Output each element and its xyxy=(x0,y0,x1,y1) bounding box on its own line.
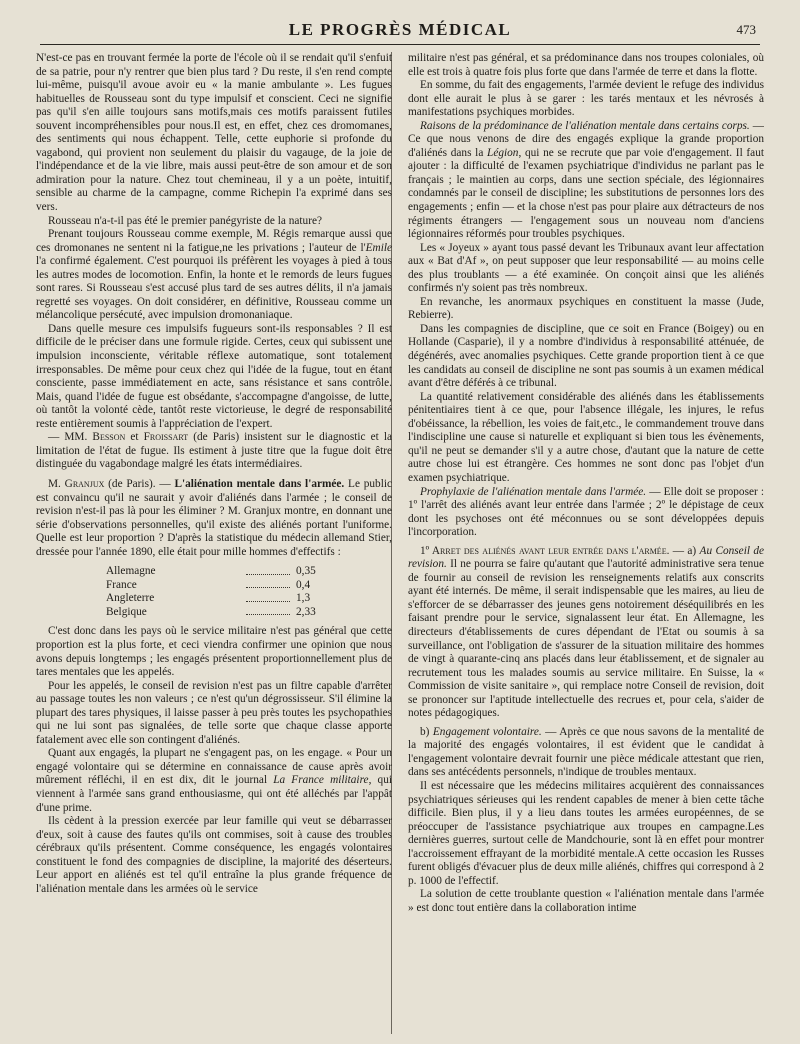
country-cell: Allemagne xyxy=(106,565,156,578)
paragraph: Dans quelle mesure ces impulsifs fugueurs sont-ils responsables ? Il est difficile de le préciser dans une formule rigide. Certes, ceux qui subissent une impulsion inconsciente, véritable réflexe automatique, sont totalement irresponsables. De même pour ceux chez qui l'idée de la fugue, tout en étant consciente, passe immédiatement en acte, sans résistance et sans contrôle. Mais, quand l'idée de fugue est obsédante, s'accompagne d'angoisse, de lutte, où tantôt la volonté cède, tantôt reste victorieuse, le degré de responsabilité reste entièrement soumis à l'appréciation de l'expert. xyxy=(36,322,392,430)
left-column xyxy=(36,52,392,1036)
value-cell: 0,4 xyxy=(296,578,311,591)
text-run: — Après ce que nous savons de la mentalité de la majorité des engagés volontaires, il est évident que le candidat à l'engagement volontaire devrait fournir une pièce médicale attestant que rien, dans ses antécédents personnels, n'indique de troubles mentaux. xyxy=(408,725,764,779)
paragraph: Rousseau n'a-t-il pas été le premier panégyriste de la nature? xyxy=(48,214,322,227)
paragraph: La solution de cette troublante question « l'aliénation mentale dans l'armée » est donc tout entière dans la collaboration intime xyxy=(408,888,764,914)
paragraph xyxy=(408,726,764,780)
paragraph xyxy=(408,120,764,242)
country-cell: Angleterre xyxy=(106,592,155,605)
paragraph: Dans les compagnies de discipline, que ce soit en France (Boigey) ou en Hollande (Casparie), il y a nombre d'individus à responsabilité atténuée, de dégénérés, avec anomalies psychiques. Cette grande proportion tient à ce que les candidats au conseil de discipline ne sont pas soumis à un examen médical avant d'être déférés à ce tribunal. xyxy=(408,322,764,390)
author-name: M. Granjux xyxy=(48,477,105,490)
text-run: Le public est convaincu qu'il ne saurait y avoir d'aliénés dans l'armée ; le conseil de revision n'est-il pas là pour les éliminer ? M. Granjux montre, en donnant une série d'observations personnelles, qu'il existe des aliénés portant l'uniforme. Quelle est leur proportion ? D'après la statistique du médecin allemand Stier, dressée pour l'année 1890, elle était pour mille hommes d'effectifs : xyxy=(36,477,392,558)
leader-dots xyxy=(246,565,290,575)
table-row xyxy=(106,606,336,620)
text-run: Il ne pourra se faire qu'autant que l'autorité administrative sera tenue de fournir au conseil de revision les renseignements relatifs aux conscrits ayant été internés. De même, il serait indispensable que les maires, au lieu de s'efforcer de se débarrasser des jeunes gens notoirement déséquilibrés en les faisant prendre pour le service, signalassent leur état. En Allemagne, les directeurs d'établissements de cures dépendant de l'Etat ou soumis à sa surveillance, ont l'obligation de s'assurer de la situation militaire des hommes de vingt à quarante-cinq ans placés dans leur établissement, et de signaler au recrutement tous les malades soumis au service militaire. En Suisse, la « Commission de visite sanitaire », qui remplace notre Conseil de revision, doit se prononcer sur l'aptitude intellectuelle des recrues et, pour cela, s'aider de notes pédagogiques. xyxy=(408,558,764,720)
paragraph xyxy=(408,545,764,721)
right-column xyxy=(408,52,764,1036)
value-cell: 1,3 xyxy=(296,592,311,605)
paragraph: Il est nécessaire que les médecins militaires acquièrent des connaissances psychiatriques sérieuses qui les rendent capables de mener à bien cette tâche difficile. Bien plus, il y a lieu dans toutes les armées européennes, de se préoccuper de l'assistance psychiatrique aux troupes en campagne.Les dernières guerres, surtout celle de Mandchourie, sont là en effet pour montrer l'accroissement effrayant de la morbidité mentale.A cette occasion les Russes furent obligés d'évacuer plus de deux mille aliénés, chiffres qui correspond à 2 p. 1000 de l'effectif. xyxy=(408,779,764,887)
paragraph: En revanche, les anormaux psychiques en constituent la masse (Jude, Rebierre). xyxy=(408,295,764,322)
text-run: — MM. xyxy=(48,431,93,444)
table-row xyxy=(106,565,336,579)
text-run: , qui viennent à l'armée sans grand enthousiasme, qui ont été alléchés par l'appât d'une prime. xyxy=(36,774,392,814)
paragraph: La quantité relativement considérable des aliénés dans les établissements pénitentiaires tient à ce que, pour l'absence illégale, les injures, le refus d'obéissance, la rébellion, les voies de fait,etc., le commandement trouve dans l'indiscipline une cause si naturelle et expliquant si bien tous les évènements, qu'il ne peut se demander s'il y a autre chose, d'autant que la nature de cette autre chose lui est étrangère. Ces hommes ne sont donc pas l'objet d'un examen psychiatrique. xyxy=(408,390,764,484)
text-run: l'a confirmé également. C'est pourquoi ils préfèrent les voyages à pied à tous les autres modes de locomotion. Enfin, la honte et le remords de leurs fugues sont rares. Si Rousseau s'est accusé plus tard de ses autres délits, il n'a jamais regretté ses voyages. On doit considérer, en définitive, Rousseau comme un mélancolique persécuté, avec impulsion dromonaniaque. xyxy=(36,255,392,322)
paragraph xyxy=(408,486,764,540)
text-run: (de Paris) insistent sur le diagnostic et la limitation de l'état de fugue. Ils estiment à juste titre que la fugue doit être distinguée du vagabondage malgré les états intermédiaires. xyxy=(36,431,392,471)
book-title: Emile xyxy=(365,241,392,254)
section-heading: Prophylaxie de l'aliénation mentale dans l'armée. xyxy=(420,485,647,498)
text-run: b) xyxy=(420,725,433,738)
text-run: et xyxy=(125,431,144,444)
text-run: Quant aux engagés, la plupart ne s'engagent pas, on les engage. « Pour un engagé volontaire qui se détermine en connaissance de cause après avoir mûrement réfléchi, il en est dix, dit le journal xyxy=(36,747,392,787)
text-columns xyxy=(36,52,764,1036)
paragraph: Pour les appelés, le conseil de revision n'est pas un filtre capable d'arrêter au passage toutes les non valeurs ; ce n'est qu'un dégrossisseur. S'il élimine la plupart des tares physiques, il laisse passer à peu près toutes les psychopathies qui ne lui sont pas signalées, de telle sorte que chaque classe apporte fatalement avec elle son contingent d'aliénés. xyxy=(36,679,392,746)
section-title: L'aliénation mentale dans l'armée. xyxy=(174,477,345,490)
leader-dots xyxy=(246,592,290,602)
value-cell: 2,33 xyxy=(296,605,316,618)
journal-title: La France militaire xyxy=(273,774,369,787)
section-heading: Raisons de la prédominance de l'aliénation mentale dans certains corps. xyxy=(420,119,750,132)
statistics-table xyxy=(106,565,392,619)
paragraph xyxy=(36,747,392,815)
paragraph xyxy=(36,431,392,472)
paragraph: militaire n'est pas général, et sa prédominance dans nos troupes coloniales, où elle est trois à quatre fois plus forte que dans l'armée de terre et dans la flotte. xyxy=(408,52,764,78)
text-run: — a) xyxy=(669,544,700,557)
section-heading: 1º Arret des aliénés avant leur entrée dans l'armée. xyxy=(420,544,670,557)
leader-dots xyxy=(246,606,290,616)
paragraph: N'est-ce pas en trouvant fermée la porte de l'école où il se rendait qu'il s'enfuit de sa patrie, pour n'y rentrer que bien plus tard ? Du reste, il s'en rend compte lui-même, puisqu'il avoue avoir eu « la manie ambulante ». Les fugues habituelles de Rousseau sont du type impulsif et conscient. Ceci ne signifie pas qu'il s'en aille toujours sans motifs,mais ces motifs paraissent futiles souvent incompréhensibles pour nous.Il est, en effet, chez ces dromomanes, des sentiments qui nous échappent. Telle, cette euphorie si profonde du vagabond, qui provient non seulement du plaisir du vagauge, de la joie de l'indépendance et de la vie libre, mais aussi peut-être de son amour et de son admiration pour la nature. Chez tout chemineau, il y a un poète, intuitif, sensible au charme de la campagne, comme Richepin l'a exprimé dans ses vers. xyxy=(36,52,392,214)
text-run: Prenant toujours Rousseau comme exemple, M. Régis remarque aussi que ces dromonanes ne sentent ni la fatigue,ne les privations ; l'auteur de l' xyxy=(36,228,392,254)
country-cell: Belgique xyxy=(106,605,147,618)
running-title: LE PROGRÈS MÉDICAL xyxy=(288,20,512,39)
paragraph: C'est donc dans les pays où le service militaire n'est pas général que cette proportion est la plus forte, et ceci viendra confirmer une opinion que nous avons depuis longtemps ; les engagés présentent proportionnellement plus de tares mentales que les appelés. xyxy=(36,625,392,679)
paragraph xyxy=(36,228,392,323)
author-name: Froissart xyxy=(143,431,189,444)
table-row xyxy=(106,592,336,606)
page-number: 473 xyxy=(736,22,756,37)
subsection-title: Au Conseil de revision. xyxy=(408,544,764,571)
paragraph xyxy=(36,478,392,559)
country-cell: France xyxy=(106,578,137,591)
text-run: — Elle doit se proposer : 1º l'arrêt des aliénés avant leur entrée dans l'armée ; 2º le dépistage de ceux dont les psychoses ont été méconnues ou se sont développées depuis l'incorporation. xyxy=(408,485,764,539)
table-row xyxy=(106,579,336,593)
text-run: (de Paris). — xyxy=(104,477,175,490)
text-run: — Ce que nous venons de dire des engagés explique la grande proportion d'aliénés dans la xyxy=(408,119,764,159)
leader-dots xyxy=(246,579,290,589)
paragraph: En somme, du fait des engagements, l'armée devient le refuge des individus dont elle aurait le plus à se garer : les tarés mentaux et les névrosés à manifestations psychiques morbides. xyxy=(408,79,764,119)
paragraph: Ils cèdent à la pression exercée par leur famille qui veut se débarrasser d'eux, soit à cause des fautes qu'ils ont commises, soit à cause des troubles cérébraux qu'ils présentent. Comme conséquence, les engagés volontaires constituent le fond des compagnies de discipline, la majorité des déserteurs. Leur apport en aliénés est tel qu'il entraîne la plus grande fréquence de l'aliénation mentale dans les armées où le service xyxy=(36,815,392,895)
emphasis: Légion xyxy=(487,146,519,159)
subsection-title: Engagement volontaire. xyxy=(432,725,542,738)
value-cell: 0,35 xyxy=(296,565,316,578)
paragraph: Les « Joyeux » ayant tous passé devant les Tribunaux avant leur affectation aux « Bat d'Af », on peut supposer que leur responsabilité — au moins celle des plus troublants — a été examinée. On conçoit ainsi que les aliénés confirmés n'y soient pas très nombreux. xyxy=(408,241,764,295)
page-header xyxy=(40,18,760,45)
author-name: Besson xyxy=(92,431,126,444)
text-run: , qui ne se recrute que par voie d'engagement. Il faut ajouter : la difficulté de l'examen psychiatrique d'individus ne parlant pas le français ; le maintien au corps, dans une section spéciale, des légionnaires condamnés par le conseil de discipline; les substitutions de personnes lors des engagements ; enfin — et la chose n'est pas pour plaire aux détracteurs de nos régiments étrangers — l'engagement sous un nouveau nom d'anciens légionnaires réformés pour troubles psychiques. xyxy=(408,146,764,241)
